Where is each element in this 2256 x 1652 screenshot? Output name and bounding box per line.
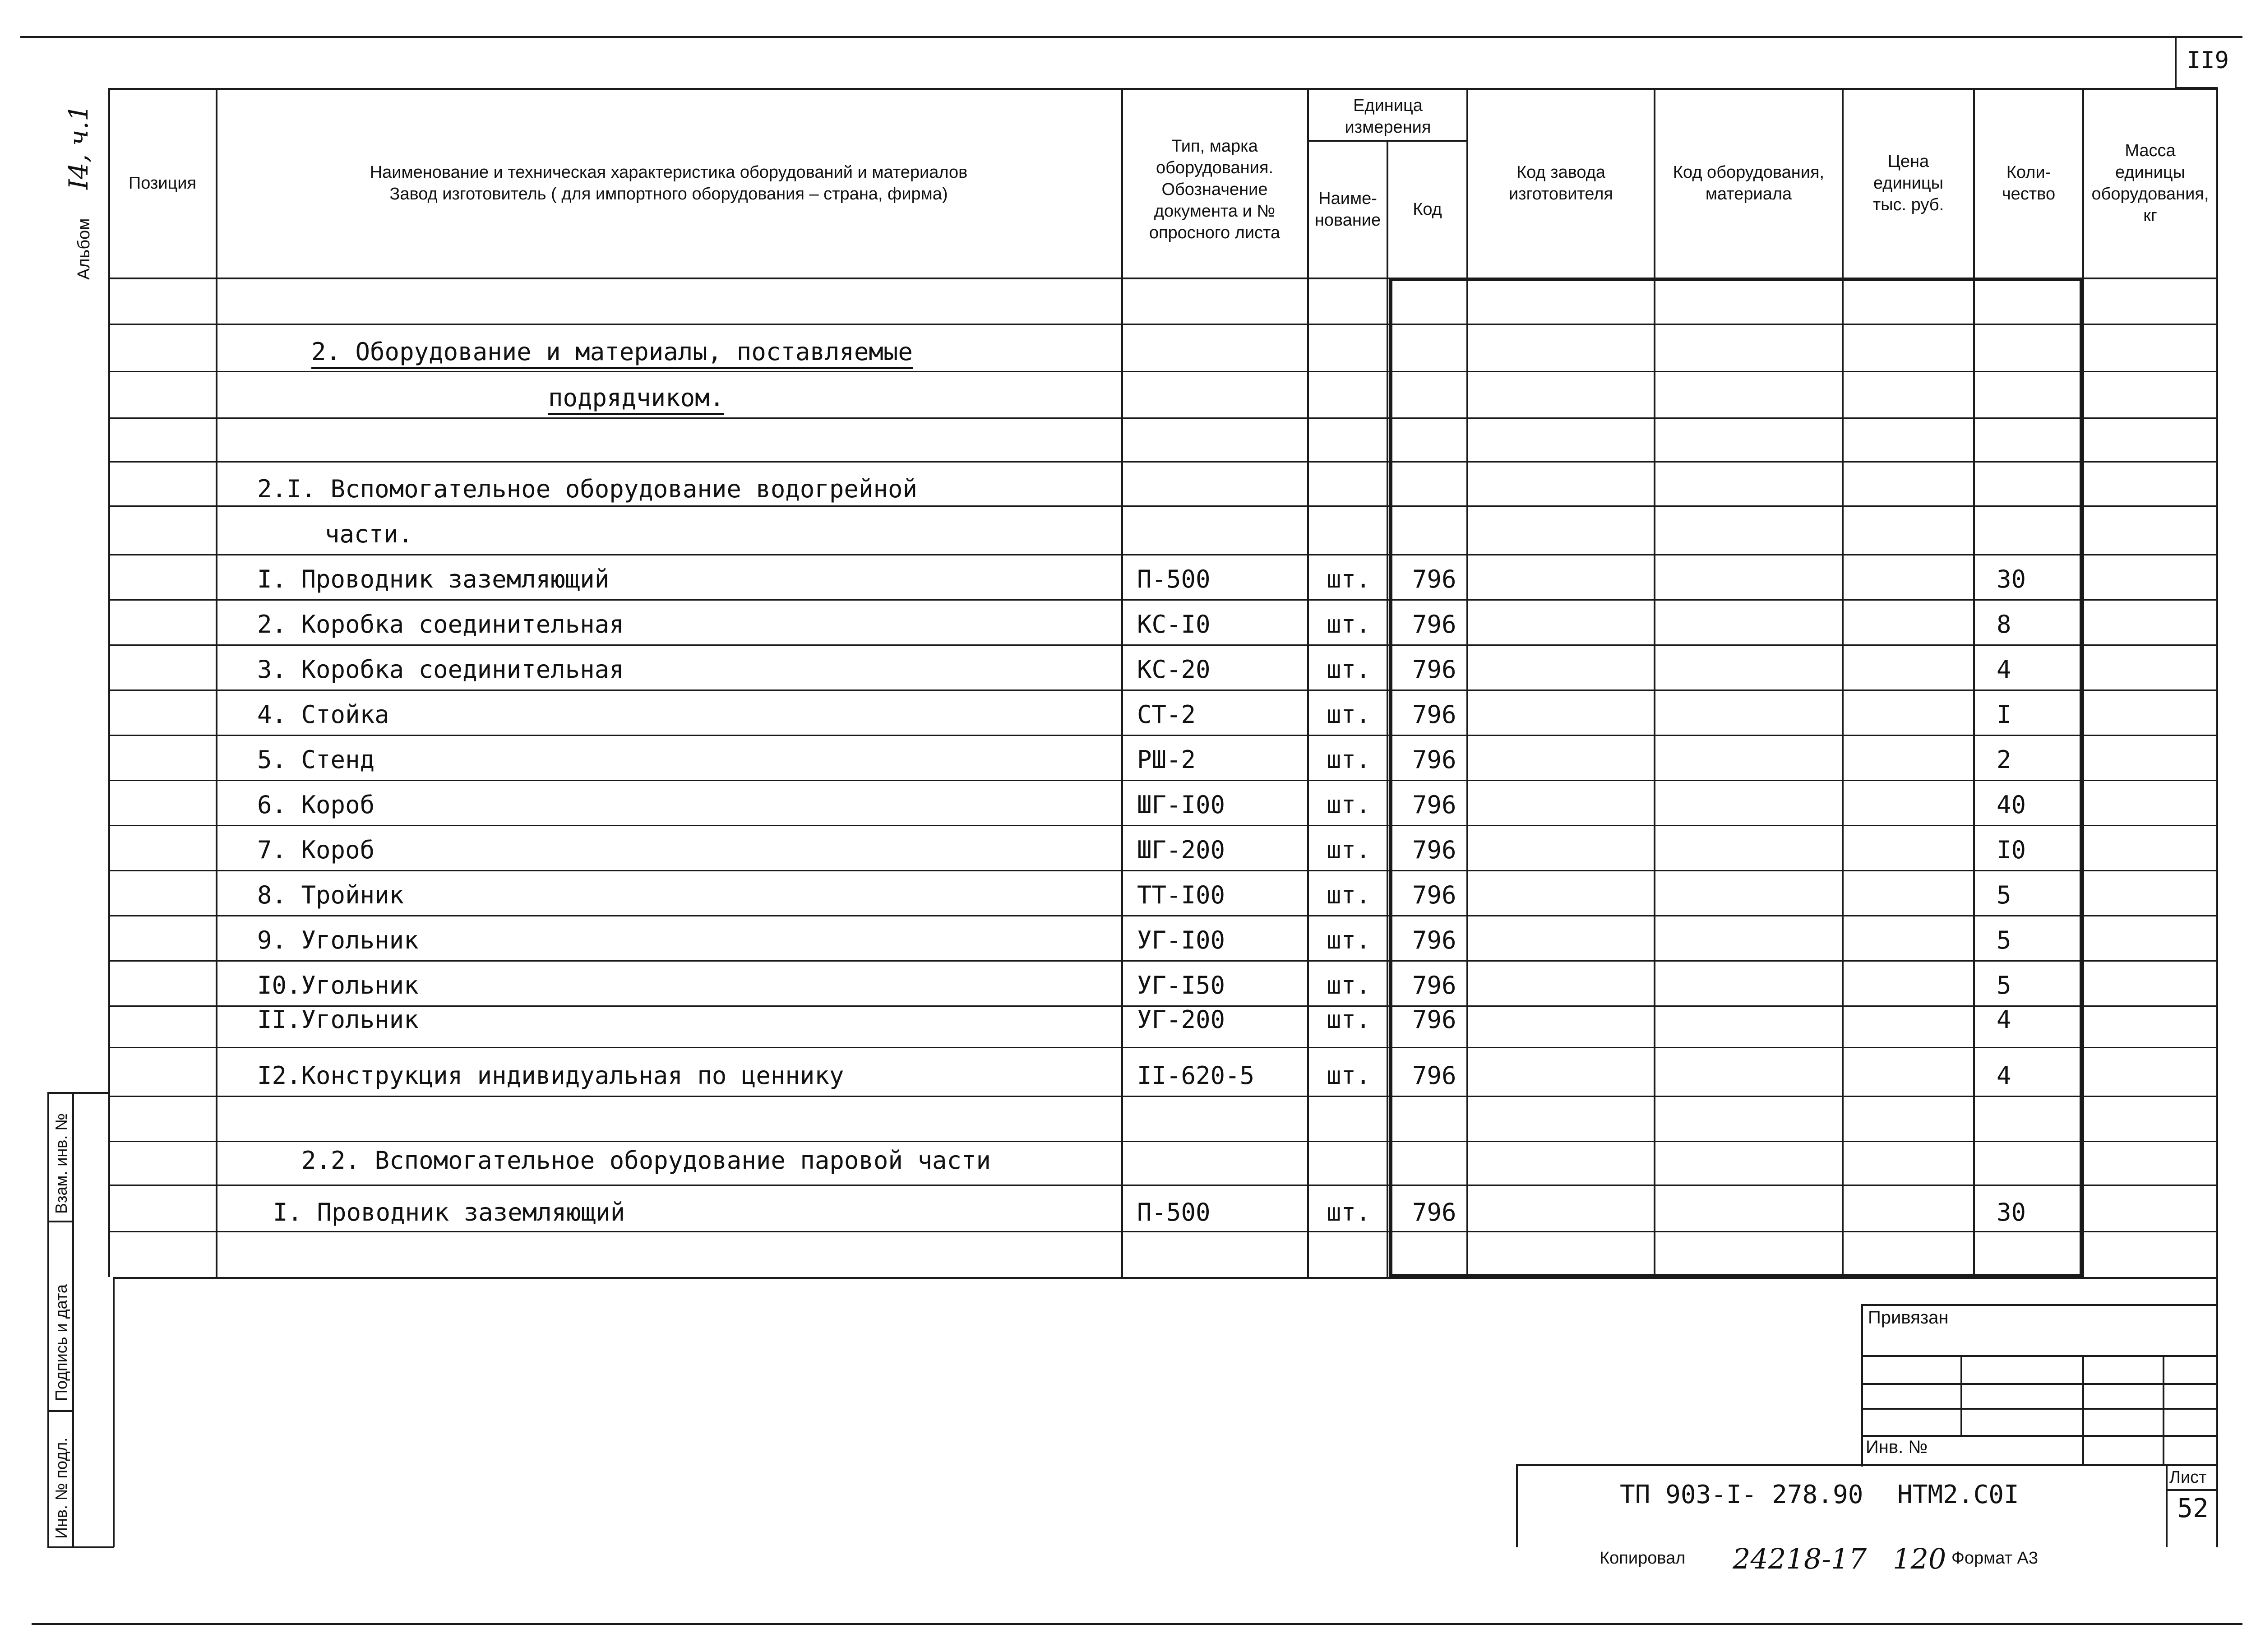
inv-podl-label: Инв. № подл.	[52, 1437, 70, 1539]
sheet-number: 52	[2177, 1493, 2209, 1523]
item-unit: шт.	[1327, 791, 1371, 819]
item-unit: шт.	[1327, 745, 1371, 774]
col-header-unit-code: Код	[1413, 199, 1442, 219]
section-title-line1: 2. Оборудование и материалы, поставляемые	[311, 338, 913, 366]
col-header-type: Тип, марка оборудования. Обозначение документа и № опросного листа	[1149, 137, 1281, 242]
col-header-factory-code: Код завода изготовителя	[1508, 163, 1613, 204]
inv-no-label: Инв. №	[1866, 1437, 1928, 1457]
item-name: 3. Коробка соединительная	[257, 655, 624, 684]
item-type: II-620-5	[1137, 1061, 1255, 1090]
col-header-equipment-code: Код оборудования, материала	[1673, 163, 1825, 204]
item-name: 5. Стенд	[257, 745, 375, 774]
item-code: 796	[1412, 971, 1456, 1000]
item-type: П-500	[1137, 1198, 1211, 1226]
col-header-qty: Коли- чество	[2002, 163, 2056, 204]
doc-code: ТП 903-I- 278.90	[1620, 1480, 1863, 1509]
subsection1-line2: части.	[325, 520, 413, 548]
item-code: 796	[1412, 1061, 1456, 1090]
handwritten-number: 24218-17	[1733, 1542, 1867, 1575]
item-qty: 40	[1997, 791, 2026, 819]
item-code: 796	[1412, 610, 1456, 639]
item-type: ШГ-200	[1137, 836, 1225, 864]
item-unit: шт.	[1327, 1198, 1371, 1226]
item-code: 796	[1412, 565, 1456, 593]
vzam-inv-label: Взам. инв. №	[52, 1113, 70, 1214]
handwritten-number-2: 120	[1893, 1542, 1946, 1575]
item-type: КС-20	[1137, 655, 1211, 684]
item-name: I2.Конструкция индивидуальная по ценнику	[257, 1061, 844, 1090]
item-code: 796	[1412, 836, 1456, 864]
format-label: Формат А3	[1951, 1549, 2039, 1568]
sheet-label: Лист	[2169, 1468, 2207, 1487]
item-type: П-500	[1137, 565, 1211, 593]
item-name: 9. Угольник	[257, 926, 419, 954]
item-unit: шт.	[1327, 836, 1371, 864]
doc-suffix: НТМ2.С0I	[1897, 1480, 2019, 1509]
item-qty: I	[1997, 700, 2011, 729]
item-qty: I0	[1997, 836, 2026, 864]
col-header-unit-name: Наиме- нование	[1314, 189, 1381, 230]
privyazan-label: Привязан	[1868, 1308, 1949, 1328]
item-name: 2. Коробка соединительная	[257, 610, 624, 639]
item-qty: 5	[1997, 971, 2011, 1000]
item-type: УГ-I50	[1137, 971, 1225, 1000]
col-header-unit-group: Единица измерения	[1345, 96, 1431, 137]
item-qty: 5	[1997, 881, 2011, 909]
item-name: 6. Короб	[257, 791, 375, 819]
item-name: I. Проводник заземляющий	[273, 1198, 625, 1226]
item-qty: 30	[1997, 1198, 2026, 1226]
item-unit: шт.	[1327, 881, 1371, 909]
kopiroval-label: Копировал	[1600, 1549, 1686, 1568]
item-type: УГ-I00	[1137, 926, 1225, 954]
item-code: 796	[1412, 881, 1456, 909]
item-code: 796	[1412, 1005, 1456, 1034]
item-unit: шт.	[1327, 565, 1371, 593]
album-value: I4, ч.1	[63, 104, 94, 190]
item-qty: 30	[1997, 565, 2026, 593]
item-unit: шт.	[1327, 1061, 1371, 1090]
item-name: 4. Стойка	[257, 700, 389, 729]
item-code: 796	[1412, 655, 1456, 684]
item-name: I. Проводник заземляющий	[257, 565, 610, 593]
item-unit: шт.	[1327, 610, 1371, 639]
sign-date-label: Подпись и дата	[52, 1284, 70, 1401]
item-name: I0.Угольник	[257, 971, 419, 1000]
col-header-position: Позиция	[128, 174, 197, 193]
item-type: КС-I0	[1137, 610, 1211, 639]
sheet-code: II9	[2187, 47, 2229, 74]
col-header-name-line2: Завод изготовитель ( для импортного оборудования – страна, фирма)	[389, 185, 948, 204]
item-code: 796	[1412, 745, 1456, 774]
subsection1-line1: 2.I. Вспомогательное оборудование водогрейной	[257, 475, 917, 503]
section-title-line2: подрядчиком.	[548, 384, 724, 412]
item-name: II.Угольник	[257, 1005, 419, 1034]
item-type: ШГ-I00	[1137, 791, 1225, 819]
item-type: УГ-200	[1137, 1005, 1225, 1034]
subsection2-line1: 2.2. Вспомогательное оборудование паровой части	[301, 1146, 991, 1175]
item-unit: шт.	[1327, 700, 1371, 729]
item-qty: 4	[1997, 655, 2011, 684]
item-unit: шт.	[1327, 1005, 1371, 1034]
item-code: 796	[1412, 700, 1456, 729]
item-type: РШ-2	[1137, 745, 1196, 774]
item-code: 796	[1412, 791, 1456, 819]
item-code: 796	[1412, 926, 1456, 954]
item-qty: 4	[1997, 1005, 2011, 1034]
item-unit: шт.	[1327, 926, 1371, 954]
col-header-name	[217, 90, 1120, 276]
item-qty: 5	[1997, 926, 2011, 954]
item-name: 7. Короб	[257, 836, 375, 864]
item-qty: 2	[1997, 745, 2011, 774]
item-qty: 4	[1997, 1061, 2011, 1090]
item-code: 796	[1412, 1198, 1456, 1226]
item-qty: 8	[1997, 610, 2011, 639]
item-type: ТТ-I00	[1137, 881, 1225, 909]
item-name: 8. Тройник	[257, 881, 404, 909]
col-header-name-line1: Наименование и техническая характеристика оборудований и материалов	[370, 163, 968, 182]
col-header-price: Цена единицы тыс. руб.	[1872, 152, 1944, 214]
item-type: СТ-2	[1137, 700, 1196, 729]
col-header-mass: Масса единицы оборудования, кг	[2091, 141, 2209, 225]
item-unit: шт.	[1327, 655, 1371, 684]
item-unit: шт.	[1327, 971, 1371, 1000]
album-label: Альбом	[74, 218, 93, 280]
